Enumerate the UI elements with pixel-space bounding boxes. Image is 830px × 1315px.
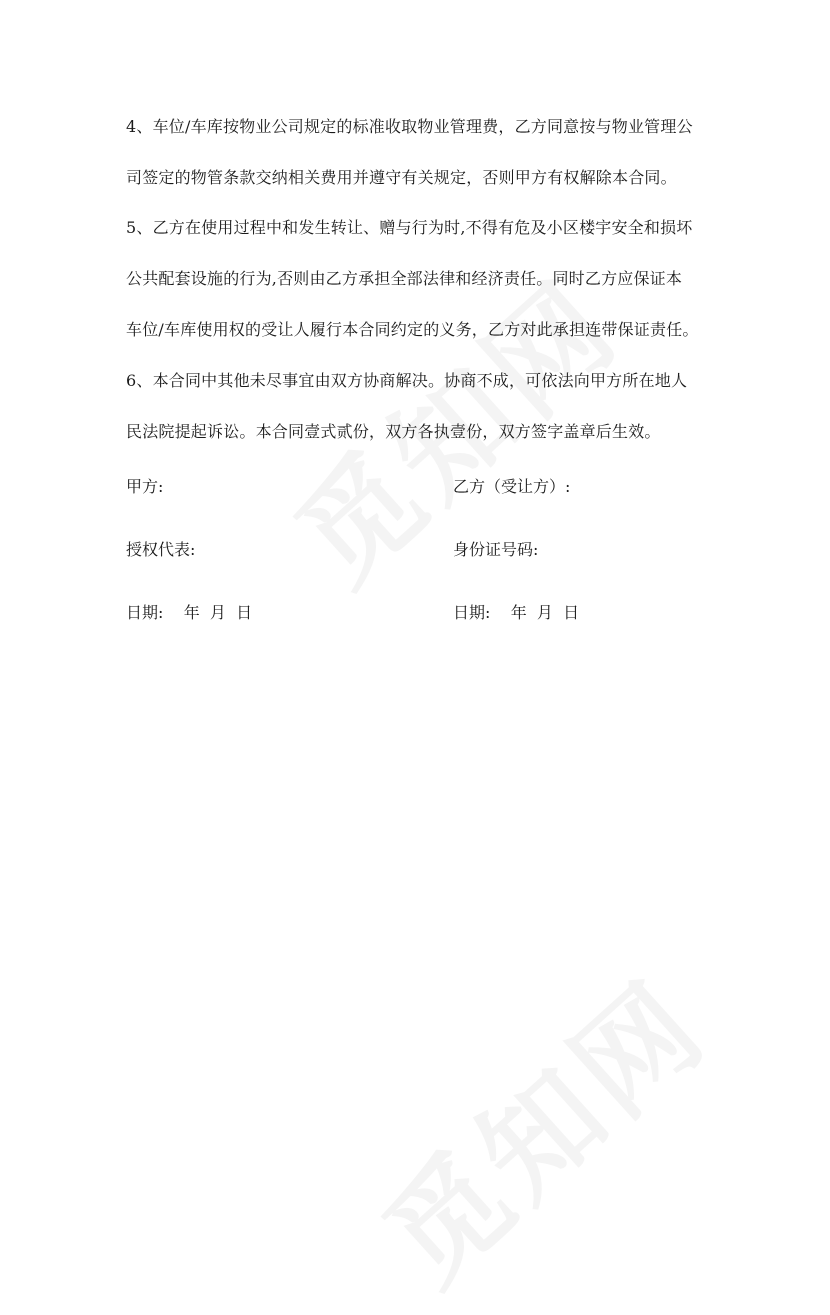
clause-line: 5、乙方在使用过程中和发生转让、赠与行为时,不得有危及小区楼宇安全和损坏 xyxy=(126,218,693,237)
clause-line: 6、本合同中其他未尽事宜由双方协商解决。协商不成，可依法向甲方所在地人 xyxy=(126,371,688,390)
date-left: 日期: 年 月 日 xyxy=(126,603,253,622)
id-number-label: 身份证号码: xyxy=(453,540,539,559)
clause-line: 车位/车库使用权的受让人履行本合同约定的义务，乙方对此承担连带保证责任。 xyxy=(126,320,699,339)
party-a-label: 甲方: xyxy=(126,477,164,496)
watermark xyxy=(342,935,737,1314)
party-b-label: 乙方（受让方）: xyxy=(453,477,571,496)
clause-6 xyxy=(126,355,716,457)
clause-line: 4、车位/车库按物业公司规定的标准收取物业管理费，乙方同意按与物业管理公 xyxy=(126,117,693,136)
clause-4 xyxy=(126,101,716,203)
representative-label: 授权代表: xyxy=(126,540,196,559)
clause-line: 公共配套设施的行为,否则由乙方承担全部法律和经济责任。同时乙方应保证本 xyxy=(126,269,683,288)
date-right: 日期: 年 月 日 xyxy=(453,603,580,622)
clause-5 xyxy=(126,202,716,355)
clause-line: 司签定的物管条款交纳相关费用并遵守有关规定，否则甲方有权解除本合同。 xyxy=(126,168,677,187)
clause-line: 民法院提起诉讼。本合同壹式贰份，双方各执壹份，双方签字盖章后生效。 xyxy=(126,422,661,441)
